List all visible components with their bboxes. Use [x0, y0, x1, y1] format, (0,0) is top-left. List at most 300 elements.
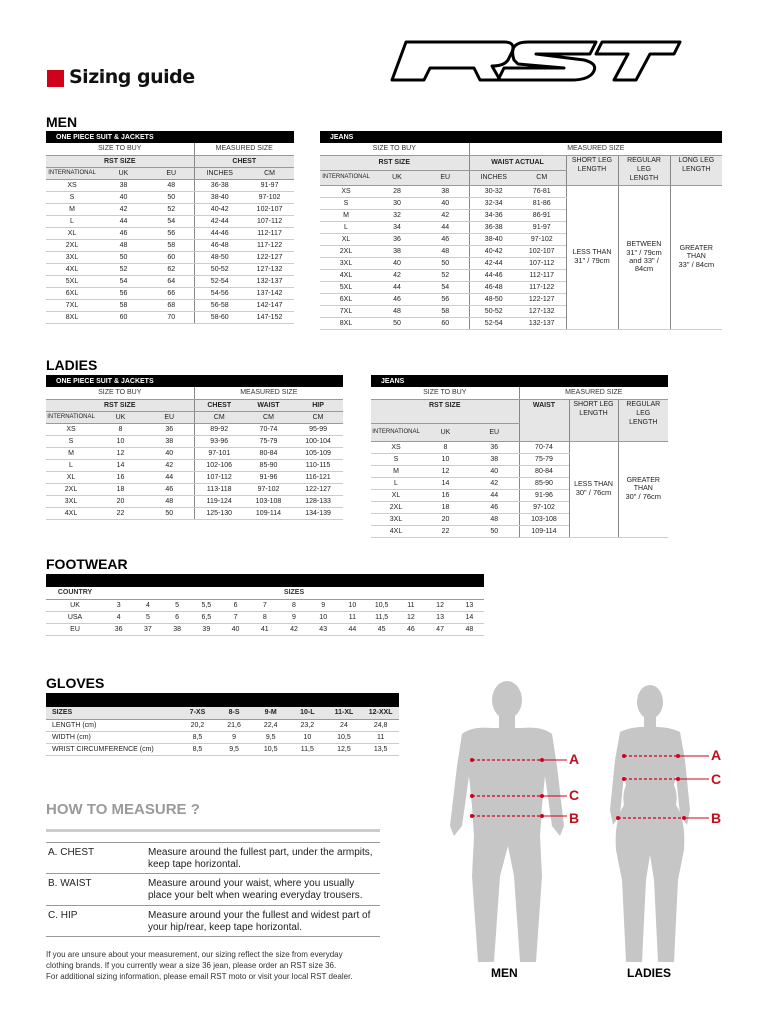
table-cell: 2XL: [46, 239, 98, 251]
table-cell: 30-32: [469, 185, 518, 197]
table-cell: 125-130: [194, 507, 244, 519]
table-cell: 86-91: [518, 209, 566, 221]
table-cell: 2XL: [371, 501, 421, 513]
men-figure-icon: [442, 676, 572, 966]
leg-length-cell: GREATER THAN 30" / 76cm: [618, 441, 668, 537]
table-cell: L: [371, 477, 421, 489]
table-cell: 58: [422, 305, 469, 317]
table-cell: 8XL: [46, 311, 98, 323]
table-cell: 3XL: [46, 495, 96, 507]
table-cell: 46: [422, 233, 469, 245]
table-row: [46, 311, 294, 323]
table-cell: 34: [372, 221, 422, 233]
leg-length-cell: LESS THAN 30" / 76cm: [569, 441, 618, 537]
table-cell: 52: [422, 269, 469, 281]
table-cell: 47: [425, 623, 454, 635]
table-cell: 37: [133, 623, 162, 635]
table-cell: XS: [371, 441, 421, 453]
table-cell: 16: [421, 489, 470, 501]
table-cell: 10,5: [252, 743, 289, 755]
table-cell: 91-97: [518, 221, 566, 233]
table-row: [46, 611, 484, 623]
table-cell: 20: [421, 513, 470, 525]
table-cell: 48: [455, 623, 484, 635]
table-cell: LENGTH (cm): [46, 719, 179, 731]
table-cell: UK: [46, 599, 104, 611]
table-cell: 38-40: [469, 233, 518, 245]
table-cell: 103-108: [244, 495, 293, 507]
table-cell: XL: [46, 227, 98, 239]
table-cell: 142-147: [245, 299, 294, 311]
table-cell: 54-56: [194, 287, 245, 299]
footnote: If you are unsure about your measurement, our sizing reflect the size from everyday clothing brands. If you currently wear a size 36 jean, please order an RST size 36. For additional sizing information, please email RST moto or visit your local RST dealer.: [46, 950, 353, 981]
table-cell: 93-96: [194, 435, 244, 447]
table-cell: 14: [96, 459, 145, 471]
table-cell: 9,5: [216, 743, 253, 755]
men-jackets-table: ONE PIECE SUIT & JACKETS SIZE TO BUY MEASURED SIZE RST SIZE CHEST INTERNATIONAL UK EU INCHES CM XS 38 48 36-38 91-97 S 40 50 38-40 97-102 M 42 52 40-42 102-107 L 44 54 42-44 107-112 XL 46 56 44-46 112-117 2XL 48 58 46-48 117-122 3XL 50 60 48-50 122-127 4XL 52 62 50-52 127-132 5XL 54 64 52-54 132-137 6XL 56 66 54-56 137-142 7XL 58 68 56-58 142-147 8XL 60 70 58-60 147-152: [46, 131, 294, 324]
table-cell: 56: [422, 293, 469, 305]
table-cell: 44: [372, 281, 422, 293]
table-cell: 4: [133, 599, 162, 611]
table-cell: 16: [96, 471, 145, 483]
table-cell: 10: [309, 611, 338, 623]
table-cell: 97-102: [518, 233, 566, 245]
table-cell: 95-99: [293, 423, 343, 435]
men-figure-label: MEN: [491, 966, 518, 980]
table-cell: 128-133: [293, 495, 343, 507]
table-cell: 97-101: [194, 447, 244, 459]
table-cell: 97-102: [519, 501, 569, 513]
table-cell: 58-60: [194, 311, 245, 323]
table-cell: 2XL: [320, 245, 372, 257]
table-cell: XS: [46, 179, 98, 191]
table-cell: L: [46, 215, 98, 227]
table-cell: 14: [455, 611, 484, 623]
table-cell: 66: [149, 287, 194, 299]
table-cell: 50: [372, 317, 422, 329]
table-cell: 80-84: [244, 447, 293, 459]
ladies-label-c: C: [711, 771, 722, 787]
table-cell: 58: [98, 299, 149, 311]
table-cell: 50: [145, 507, 194, 519]
table-cell: 38: [422, 185, 469, 197]
table-cell: 102-107: [518, 245, 566, 257]
table-cell: 38: [372, 245, 422, 257]
table-cell: 8: [250, 611, 279, 623]
table-cell: 56: [149, 227, 194, 239]
table-cell: 42-44: [469, 257, 518, 269]
table-cell: 44: [422, 221, 469, 233]
table-cell: 112-117: [518, 269, 566, 281]
table-cell: 50: [98, 251, 149, 263]
table-cell: 7XL: [46, 299, 98, 311]
table-row: [46, 299, 294, 311]
table-cell: 44: [338, 623, 367, 635]
table-cell: 48: [470, 513, 519, 525]
table-cell: 3XL: [320, 257, 372, 269]
table-cell: 36: [104, 623, 133, 635]
leg-length-cell: BETWEEN 31" / 79cm and 33" / 84cm: [618, 185, 670, 329]
table-cell: 46-48: [469, 281, 518, 293]
table-row: [46, 447, 343, 459]
table-row: [46, 251, 294, 263]
table-row: [46, 275, 294, 287]
table-cell: 11: [396, 599, 425, 611]
section-title-ladies: LADIES: [46, 357, 98, 373]
table-cell: 107-112: [194, 471, 244, 483]
table-cell: 48: [372, 305, 422, 317]
table-cell: 12: [421, 465, 470, 477]
table-cell: 134-139: [293, 507, 343, 519]
table-cell: 7: [250, 599, 279, 611]
table-cell: 21,6: [216, 719, 253, 731]
table-cell: 4: [104, 611, 133, 623]
table-cell: 6: [163, 611, 192, 623]
table-row: [46, 743, 399, 755]
table-cell: 38: [145, 435, 194, 447]
table-row: [46, 287, 294, 299]
table-row: [46, 731, 399, 743]
table-cell: 4XL: [46, 263, 98, 275]
table-cell: 18: [96, 483, 145, 495]
table-cell: 44: [470, 489, 519, 501]
leg-length-cell: GREATER THAN 33" / 84cm: [670, 185, 722, 329]
table-cell: 52-54: [469, 317, 518, 329]
table-cell: 70-74: [244, 423, 293, 435]
table-cell: 46: [372, 293, 422, 305]
table-cell: 42: [98, 203, 149, 215]
table-cell: 54: [422, 281, 469, 293]
table-row: [46, 263, 294, 275]
table-cell: 105-109: [293, 447, 343, 459]
table-cell: 50-52: [469, 305, 518, 317]
table-cell: 40-42: [469, 245, 518, 257]
table-cell: 48: [149, 179, 194, 191]
table-cell: 36: [470, 441, 519, 453]
table-cell: 43: [309, 623, 338, 635]
table-cell: 132-137: [518, 317, 566, 329]
table-cell: 7XL: [320, 305, 372, 317]
men-jeans-table: JEANS SIZE TO BUY MEASURED SIZE RST SIZE WAIST ACTUAL SHORT LEG LENGTH REGULAR LEG LENGTH LONG LEG LENGTH INTERNATIONAL UK EU INCHES CM XS 28 38 30-32 76-81 LESS THAN 31" / 79cm BETWEEN 31" / 79cm and 33" / 84cm GREATER THAN 33" / 84cm S 30 40 32-34 81-86 M 32 42 34-36 86-91 L 34 44 36-38 91-97 XL 36 46 38-40 97-102 2XL 38 48 40-42 102-107 3XL 40 50 42-44 107-112 4XL 42 52 44-46 112-117 5XL 44 54 46-48 117-122 6XL 46 56 48-50 122-127 7XL 48 58 50-52 127-132 8XL 50 60 52-54 132-137: [320, 131, 722, 330]
table-cell: 10: [338, 599, 367, 611]
table-cell: 127-132: [245, 263, 294, 275]
table-cell: 46: [396, 623, 425, 635]
table-cell: 32: [372, 209, 422, 221]
how-divider: [46, 829, 380, 832]
table-cell: 40: [98, 191, 149, 203]
table-cell: 22: [421, 525, 470, 537]
table-cell: L: [46, 459, 96, 471]
table-cell: 8,5: [179, 743, 216, 755]
table-cell: 44: [145, 471, 194, 483]
table-cell: 9: [279, 611, 308, 623]
table-cell: 38-40: [194, 191, 245, 203]
page-title: Sizing guide: [69, 66, 195, 88]
table-cell: 62: [149, 263, 194, 275]
table-cell: WIDTH (cm): [46, 731, 179, 743]
table-cell: 40: [221, 623, 250, 635]
table-cell: 42: [470, 477, 519, 489]
footwear-table: COUNTRY SIZES UK 3 4 5 5,5 6 7 8 9 10 10,5 11 12 13 USA 4 5 6 6,5 7 8 9 10 11 11,5 12 13 14 EU 36 37 38 39 40 41 42 43 44 45 46 47 48: [46, 574, 484, 636]
table-row: [46, 191, 294, 203]
table-cell: 117-122: [245, 239, 294, 251]
table-cell: 13,5: [362, 743, 399, 755]
table-cell: 54: [149, 215, 194, 227]
table-cell: 28: [372, 185, 422, 197]
table-row: [46, 483, 343, 495]
table-cell: 54: [98, 275, 149, 287]
table-cell: 60: [98, 311, 149, 323]
ladies-figure-label: LADIES: [627, 966, 672, 980]
ladies-jackets-table: ONE PIECE SUIT & JACKETS SIZE TO BUY MEASURED SIZE RST SIZE CHEST WAIST HIP INTERNATIONAL UK EU CM CM CM XS 8 36 89-92 70-74 95-99 S 10 38 93-96 75-79 100-104 M 12 40 97-101 80-84 105-109 L 14 42 102-106 85-90 110-115 XL 16 44 107-112 91-96 116-121 2XL 18 46 113-118 97-102 122-127 3XL 20 48 119-124 103-108 128-133 4XL 22 50 125-130 109-114 134-139: [46, 375, 343, 520]
table-cell: 36: [372, 233, 422, 245]
table-cell: 8: [96, 423, 145, 435]
table-cell: 12: [96, 447, 145, 459]
table-cell: 52: [149, 203, 194, 215]
table-cell: 11,5: [289, 743, 326, 755]
table-row: [46, 459, 343, 471]
table-cell: 75-79: [244, 435, 293, 447]
table-cell: 40: [145, 447, 194, 459]
table-cell: 2XL: [46, 483, 96, 495]
table-cell: XL: [320, 233, 372, 245]
table-cell: 3: [104, 599, 133, 611]
table-cell: 10,5: [326, 731, 363, 743]
table-cell: 38: [163, 623, 192, 635]
table-cell: 24: [326, 719, 363, 731]
table-cell: USA: [46, 611, 104, 623]
table-cell: WRIST CIRCUMFERENCE (cm): [46, 743, 179, 755]
table-cell: 119-124: [194, 495, 244, 507]
table-cell: 8: [421, 441, 470, 453]
table-cell: 40-42: [194, 203, 245, 215]
table-cell: 14: [421, 477, 470, 489]
table-cell: 44: [98, 215, 149, 227]
table-cell: S: [320, 197, 372, 209]
table-cell: 36: [145, 423, 194, 435]
table-cell: 38: [470, 453, 519, 465]
table-cell: 75-79: [519, 453, 569, 465]
how-to-measure-title: HOW TO MEASURE ?: [46, 801, 200, 818]
men-label-a: A: [569, 751, 580, 767]
table-cell: 22,4: [252, 719, 289, 731]
table-row: [46, 471, 343, 483]
table-cell: 10: [421, 453, 470, 465]
table-cell: 60: [149, 251, 194, 263]
table-cell: L: [320, 221, 372, 233]
table-cell: 52: [98, 263, 149, 275]
table-cell: 5XL: [320, 281, 372, 293]
table-cell: 81-86: [518, 197, 566, 209]
ladies-jeans-table: JEANS SIZE TO BUY MEASURED SIZE RST SIZE WAIST SHORT LEG LENGTH REGULAR LEG LENGTH INTERNATIONAL UK EU XS 8 36 70-74 LESS THAN 30" / 76cm GREATER THAN 30" / 76cm S 10 38 75-79 M 12 40 80-84 L 14 42 85-90 XL 16 44 91-96 2XL 18 46 97-102 3XL 20 48 103-108 4XL 22 50 109-114: [371, 375, 668, 538]
table-cell: 6,5: [192, 611, 221, 623]
table-cell: 45: [367, 623, 396, 635]
table-cell: 8: [279, 599, 308, 611]
section-title-footwear: FOOTWEAR: [46, 556, 128, 572]
table-cell: 147-152: [245, 311, 294, 323]
table-row: [46, 239, 294, 251]
leg-length-cell: LESS THAN 31" / 79cm: [566, 185, 618, 329]
table-cell: 6: [221, 599, 250, 611]
table-cell: 50: [470, 525, 519, 537]
men-label-b: B: [569, 810, 580, 826]
table-cell: 89-92: [194, 423, 244, 435]
table-cell: 22: [96, 507, 145, 519]
table-cell: 109-114: [244, 507, 293, 519]
table-cell: 113-118: [194, 483, 244, 495]
table-cell: 39: [192, 623, 221, 635]
red-square-icon: [47, 70, 64, 87]
table-cell: 85-90: [519, 477, 569, 489]
table-cell: 127-132: [518, 305, 566, 317]
table-cell: 30: [372, 197, 422, 209]
table-cell: 52-54: [194, 275, 245, 287]
table-cell: 117-122: [518, 281, 566, 293]
table-cell: 97-102: [245, 191, 294, 203]
table-cell: 102-107: [245, 203, 294, 215]
table-cell: 4XL: [371, 525, 421, 537]
table-row: [46, 435, 343, 447]
ladies-figure-icon: [592, 680, 712, 965]
table-row: [46, 227, 294, 239]
table-cell: 109-114: [519, 525, 569, 537]
table-row: [46, 507, 343, 519]
table-cell: 107-112: [245, 215, 294, 227]
table-cell: 12,5: [326, 743, 363, 755]
table-cell: 4XL: [46, 507, 96, 519]
table-cell: 36-38: [469, 221, 518, 233]
table-cell: 42: [372, 269, 422, 281]
table-cell: 5: [163, 599, 192, 611]
table-cell: 107-112: [518, 257, 566, 269]
table-cell: 12: [425, 599, 454, 611]
table-cell: 5: [133, 611, 162, 623]
table-cell: 50-52: [194, 263, 245, 275]
ladies-label-b: B: [711, 810, 722, 826]
rst-logo: [388, 38, 684, 84]
table-cell: 97-102: [244, 483, 293, 495]
table-row: [46, 623, 484, 635]
table-cell: XS: [46, 423, 96, 435]
table-cell: 46: [98, 227, 149, 239]
table-cell: 13: [425, 611, 454, 623]
table-row: [46, 599, 484, 611]
table-cell: 110-115: [293, 459, 343, 471]
table-cell: 10: [289, 731, 326, 743]
table-cell: 60: [422, 317, 469, 329]
table-cell: 46: [470, 501, 519, 513]
table-row: [46, 203, 294, 215]
table-cell: 44-46: [469, 269, 518, 281]
table-cell: 11: [338, 611, 367, 623]
table-cell: 70: [149, 311, 194, 323]
table-cell: 103-108: [519, 513, 569, 525]
table-row: [320, 185, 722, 197]
table-cell: 24,8: [362, 719, 399, 731]
table-cell: 18: [421, 501, 470, 513]
gloves-table: SIZES 7-XS 8-S 9-M 10-L 11-XL 12-XXL LENGTH (cm) 20,2 21,6 22,4 23,2 24 24,8 WIDTH (cm) 8,5 9 9,5 10 10,5 11 WRIST CIRCUMFERENCE (cm) 8,5 9,5 10,5 11,5 12,5 13,5: [46, 693, 399, 756]
table-cell: 13: [455, 599, 484, 611]
table-cell: 6XL: [320, 293, 372, 305]
table-cell: 122-127: [518, 293, 566, 305]
table-cell: 50: [149, 191, 194, 203]
table-cell: 4XL: [320, 269, 372, 281]
table-cell: XL: [371, 489, 421, 501]
table-cell: S: [46, 191, 98, 203]
table-cell: 5XL: [46, 275, 98, 287]
table-cell: 85-90: [244, 459, 293, 471]
table-cell: 56: [98, 287, 149, 299]
table-cell: 80-84: [519, 465, 569, 477]
table-cell: 132-137: [245, 275, 294, 287]
table-cell: 38: [98, 179, 149, 191]
table-cell: 48-50: [469, 293, 518, 305]
table-cell: 41: [250, 623, 279, 635]
table-cell: 11: [362, 731, 399, 743]
table-cell: XL: [46, 471, 96, 483]
table-cell: 20: [96, 495, 145, 507]
table-cell: 5,5: [192, 599, 221, 611]
table-cell: XS: [320, 185, 372, 197]
table-cell: 8XL: [320, 317, 372, 329]
table-row: [46, 495, 343, 507]
table-cell: 102-106: [194, 459, 244, 471]
table-cell: 48: [98, 239, 149, 251]
table-cell: 46: [145, 483, 194, 495]
table-cell: EU: [46, 623, 104, 635]
men-label-c: C: [569, 787, 580, 803]
table-cell: M: [46, 447, 96, 459]
table-cell: 8,5: [179, 731, 216, 743]
table-cell: 23,2: [289, 719, 326, 731]
table-cell: 70-74: [519, 441, 569, 453]
section-title-gloves: GLOVES: [46, 675, 105, 691]
table-cell: 11,5: [367, 611, 396, 623]
table-cell: 10,5: [367, 599, 396, 611]
table-cell: M: [371, 465, 421, 477]
table-cell: 34-36: [469, 209, 518, 221]
table-cell: 42: [279, 623, 308, 635]
table-cell: 100-104: [293, 435, 343, 447]
table-cell: 20,2: [179, 719, 216, 731]
measure-row-hip: C. HIP Measure around your the fullest and widest part of your hip/rear, keep tape horizontal.: [46, 905, 380, 937]
table-cell: M: [46, 203, 98, 215]
table-row: [46, 423, 343, 435]
measure-row-waist: B. WAIST Measure around your waist, where you usually place your belt when wearing everyday trousers.: [46, 873, 380, 905]
table-cell: 6XL: [46, 287, 98, 299]
table-cell: S: [371, 453, 421, 465]
table-cell: 64: [149, 275, 194, 287]
table-cell: S: [46, 435, 96, 447]
table-cell: 137-142: [245, 287, 294, 299]
table-cell: 3XL: [371, 513, 421, 525]
table-cell: 91-96: [244, 471, 293, 483]
table-cell: 91-96: [519, 489, 569, 501]
table-cell: 48: [145, 495, 194, 507]
table-cell: 50: [422, 257, 469, 269]
table-cell: 76-81: [518, 185, 566, 197]
table-cell: 44-46: [194, 227, 245, 239]
table-cell: 58: [149, 239, 194, 251]
table-row: [46, 719, 399, 731]
table-cell: 32-34: [469, 197, 518, 209]
table-cell: 122-127: [245, 251, 294, 263]
table-row: [46, 179, 294, 191]
table-cell: 48-50: [194, 251, 245, 263]
table-cell: 122-127: [293, 483, 343, 495]
table-cell: 48: [422, 245, 469, 257]
table-cell: 10: [96, 435, 145, 447]
